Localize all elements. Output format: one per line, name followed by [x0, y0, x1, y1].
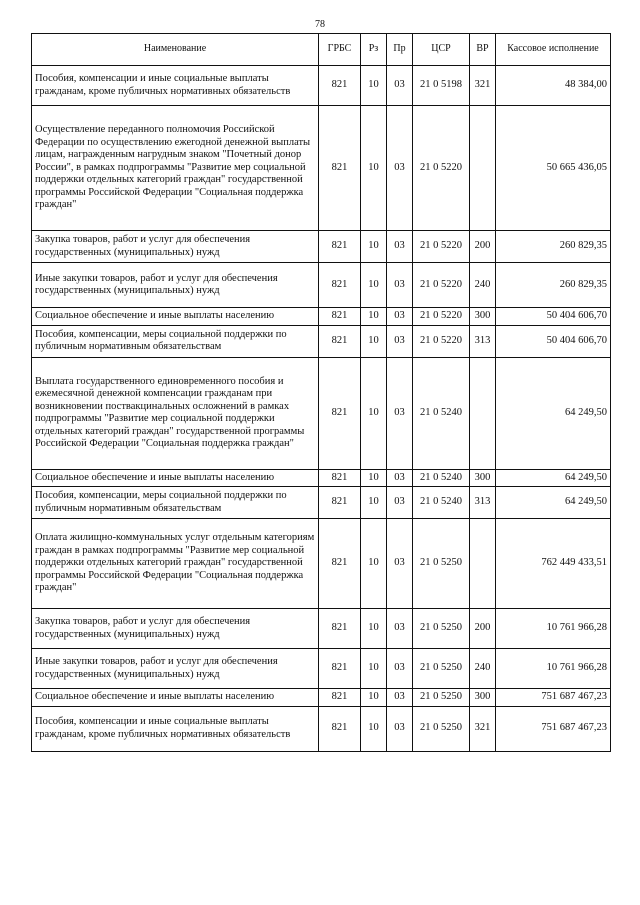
- row-rz: 10: [361, 106, 387, 231]
- row-grbs: 821: [319, 649, 361, 689]
- row-csr: 21 0 5220: [413, 231, 470, 263]
- table-row: [32, 106, 611, 231]
- row-vr: [470, 519, 496, 609]
- row-rz: 10: [361, 519, 387, 609]
- row-pr: 03: [387, 706, 413, 751]
- row-vr: [470, 357, 496, 469]
- row-pr: 03: [387, 263, 413, 308]
- row-pr: 03: [387, 469, 413, 487]
- row-csr: 21 0 5220: [413, 106, 470, 231]
- row-amount: 260 829,35: [496, 231, 611, 263]
- row-csr: 21 0 5240: [413, 357, 470, 469]
- table-row: [32, 308, 611, 326]
- table-row: [32, 649, 611, 689]
- row-grbs: 821: [319, 469, 361, 487]
- row-grbs: 821: [319, 706, 361, 751]
- row-rz: 10: [361, 706, 387, 751]
- row-vr: 240: [470, 263, 496, 308]
- row-amount: 762 449 433,51: [496, 519, 611, 609]
- row-rz: 10: [361, 609, 387, 649]
- row-pr: 03: [387, 231, 413, 263]
- row-pr: 03: [387, 325, 413, 357]
- budget-table: [31, 33, 611, 752]
- table-row: [32, 706, 611, 751]
- header-vr: ВР: [470, 34, 496, 66]
- row-csr: 21 0 5240: [413, 487, 470, 519]
- row-vr: 200: [470, 231, 496, 263]
- row-vr: 240: [470, 649, 496, 689]
- row-grbs: 821: [319, 357, 361, 469]
- row-rz: 10: [361, 689, 387, 707]
- row-name: Оплата жилищно-коммунальных услуг отдельным категориям граждан в рамках подпрограммы "Развитие мер социальной поддержки отдельных категорий граждан" государственной программы Российской Федерации "Социальная поддержка граждан": [32, 519, 319, 609]
- row-amount: 50 404 606,70: [496, 308, 611, 326]
- row-grbs: 821: [319, 308, 361, 326]
- table-row: [32, 487, 611, 519]
- row-amount: 64 249,50: [496, 357, 611, 469]
- row-name: Пособия, компенсации, меры социальной поддержки по публичным нормативным обязательствам: [32, 487, 319, 519]
- row-vr: 300: [470, 469, 496, 487]
- row-rz: 10: [361, 66, 387, 106]
- row-amount: 10 761 966,28: [496, 609, 611, 649]
- row-name: Социальное обеспечение и иные выплаты населению: [32, 308, 319, 326]
- header-grbs: ГРБС: [319, 34, 361, 66]
- row-vr: 200: [470, 609, 496, 649]
- row-rz: 10: [361, 357, 387, 469]
- row-vr: 300: [470, 308, 496, 326]
- row-amount: 751 687 467,23: [496, 706, 611, 751]
- row-rz: 10: [361, 469, 387, 487]
- row-amount: 64 249,50: [496, 469, 611, 487]
- row-name: Социальное обеспечение и иные выплаты населению: [32, 469, 319, 487]
- row-name: Социальное обеспечение и иные выплаты населению: [32, 689, 319, 707]
- row-name: Иные закупки товаров, работ и услуг для обеспечения государственных (муниципальных) нужд: [32, 649, 319, 689]
- row-name: Пособия, компенсации и иные социальные выплаты гражданам, кроме публичных нормативных обязательств: [32, 66, 319, 106]
- table-row: [32, 469, 611, 487]
- row-pr: 03: [387, 487, 413, 519]
- row-pr: 03: [387, 308, 413, 326]
- header-rz: Рз: [361, 34, 387, 66]
- header-amount: Кассовое исполнение: [496, 34, 611, 66]
- row-csr: 21 0 5198: [413, 66, 470, 106]
- row-grbs: 821: [319, 609, 361, 649]
- row-pr: 03: [387, 357, 413, 469]
- row-csr: 21 0 5250: [413, 609, 470, 649]
- row-rz: 10: [361, 487, 387, 519]
- row-csr: 21 0 5220: [413, 308, 470, 326]
- row-grbs: 821: [319, 263, 361, 308]
- row-name: Закупка товаров, работ и услуг для обеспечения государственных (муниципальных) нужд: [32, 231, 319, 263]
- row-name: Осуществление переданного полномочия Российской Федерации по осуществлению ежегодной денежной выплаты лицам, награжденным нагрудным знаком "Почетный донор России", в рамках подпрограммы "Развитие мер социальной поддержки отдельных категорий граждан" государственной программы Российской Федерации "Социальная поддержка граждан": [32, 106, 319, 231]
- header-name: Наименование: [32, 34, 319, 66]
- row-pr: 03: [387, 649, 413, 689]
- row-rz: 10: [361, 649, 387, 689]
- row-name: Пособия, компенсации и иные социальные выплаты гражданам, кроме публичных нормативных обязательств: [32, 706, 319, 751]
- header-row: [32, 34, 611, 66]
- row-amount: 50 404 606,70: [496, 325, 611, 357]
- row-rz: 10: [361, 325, 387, 357]
- table-row: [32, 66, 611, 106]
- row-amount: 50 665 436,05: [496, 106, 611, 231]
- row-pr: 03: [387, 106, 413, 231]
- header-pr: Пр: [387, 34, 413, 66]
- row-amount: 64 249,50: [496, 487, 611, 519]
- row-vr: 321: [470, 706, 496, 751]
- row-amount: 10 761 966,28: [496, 649, 611, 689]
- table-row: [32, 357, 611, 469]
- row-csr: 21 0 5250: [413, 689, 470, 707]
- row-pr: 03: [387, 519, 413, 609]
- table-row: [32, 325, 611, 357]
- row-name: Выплата государственного единовременного пособия и ежемесячной денежной компенсации гражданам при возникновении поствакцинальных осложнений в рамках подпрограммы "Развитие мер социальной поддержки отдельных категорий граждан" государственной программы Российской Федерации "Социальная поддержка граждан": [32, 357, 319, 469]
- row-name: Иные закупки товаров, работ и услуг для обеспечения государственных (муниципальных) нужд: [32, 263, 319, 308]
- row-rz: 10: [361, 231, 387, 263]
- row-grbs: 821: [319, 689, 361, 707]
- row-vr: 313: [470, 325, 496, 357]
- table-row: [32, 519, 611, 609]
- row-rz: 10: [361, 263, 387, 308]
- table-row: [32, 689, 611, 707]
- row-vr: 321: [470, 66, 496, 106]
- table-row: [32, 263, 611, 308]
- table-row: [32, 609, 611, 649]
- row-amount: 751 687 467,23: [496, 689, 611, 707]
- row-csr: 21 0 5250: [413, 706, 470, 751]
- row-csr: 21 0 5240: [413, 469, 470, 487]
- row-amount: 260 829,35: [496, 263, 611, 308]
- row-grbs: 821: [319, 519, 361, 609]
- row-csr: 21 0 5250: [413, 519, 470, 609]
- row-amount: 48 384,00: [496, 66, 611, 106]
- table-row: [32, 231, 611, 263]
- row-grbs: 821: [319, 106, 361, 231]
- row-name: Пособия, компенсации, меры социальной поддержки по публичным нормативным обязательствам: [32, 325, 319, 357]
- row-rz: 10: [361, 308, 387, 326]
- row-grbs: 821: [319, 231, 361, 263]
- row-vr: 300: [470, 689, 496, 707]
- row-csr: 21 0 5220: [413, 325, 470, 357]
- row-csr: 21 0 5220: [413, 263, 470, 308]
- row-vr: 313: [470, 487, 496, 519]
- row-csr: 21 0 5250: [413, 649, 470, 689]
- row-vr: [470, 106, 496, 231]
- row-grbs: 821: [319, 66, 361, 106]
- row-grbs: 821: [319, 325, 361, 357]
- header-csr: ЦСР: [413, 34, 470, 66]
- row-grbs: 821: [319, 487, 361, 519]
- row-name: Закупка товаров, работ и услуг для обеспечения государственных (муниципальных) нужд: [32, 609, 319, 649]
- page-number: 78: [315, 19, 325, 30]
- row-pr: 03: [387, 689, 413, 707]
- row-pr: 03: [387, 66, 413, 106]
- row-pr: 03: [387, 609, 413, 649]
